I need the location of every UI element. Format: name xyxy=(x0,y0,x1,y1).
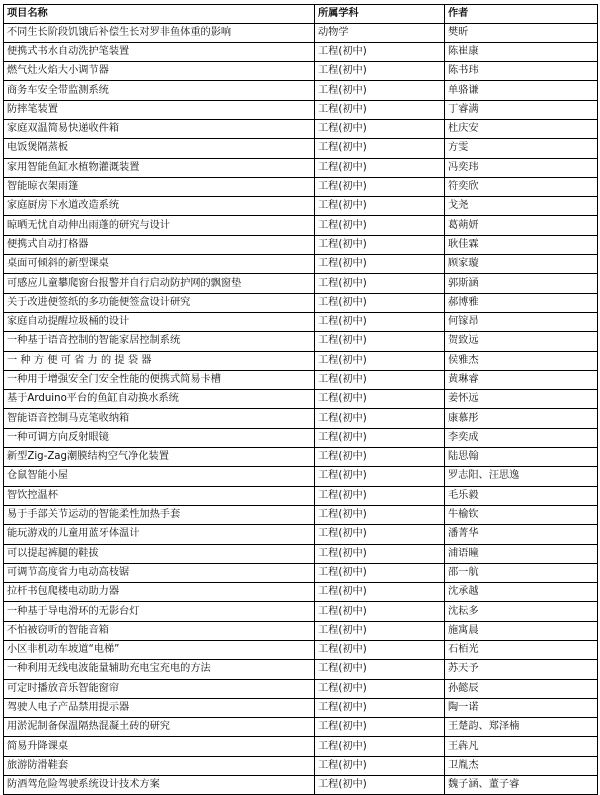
project-name-cell: 拉杆书包爬楼电动助力器 xyxy=(4,583,315,602)
discipline-cell: 工程(初中) xyxy=(315,737,445,756)
project-name-cell: 可以提起裤腿的鞋拔 xyxy=(4,544,315,563)
table-row xyxy=(4,641,598,660)
table-row xyxy=(4,525,598,544)
author-cell: 黄琳睿 xyxy=(445,370,598,389)
discipline-cell: 工程(初中) xyxy=(315,312,445,331)
table-row xyxy=(4,602,598,621)
project-name-cell: 防酒驾危险驾驶系统设计技术方案 xyxy=(4,776,315,795)
author-cell: 方雯 xyxy=(445,139,598,158)
author-cell: 李奕成 xyxy=(445,428,598,447)
project-name-cell: 驾驶人电子产品禁用提示器 xyxy=(4,698,315,717)
project-name-cell: 一种基于导电滑环的无影台灯 xyxy=(4,602,315,621)
project-name-cell: 不同生长阶段饥饿后补偿生长对罗非鱼体重的影响 xyxy=(4,23,315,42)
author-cell: 符奕欣 xyxy=(445,177,598,196)
project-name-cell: 电饭煲隔蒸板 xyxy=(4,139,315,158)
discipline-cell: 工程(初中) xyxy=(315,448,445,467)
table-row xyxy=(4,776,598,795)
discipline-cell: 工程(初中) xyxy=(315,197,445,216)
header-discipline: 所属学科 xyxy=(315,5,445,24)
author-cell: 耿佳霖 xyxy=(445,235,598,254)
table-row xyxy=(4,255,598,274)
table-row xyxy=(4,390,598,409)
author-cell: 沈承越 xyxy=(445,583,598,602)
author-cell: 浦语瞳 xyxy=(445,544,598,563)
project-name-cell: 智饮控温杯 xyxy=(4,486,315,505)
discipline-cell: 动物学 xyxy=(315,23,445,42)
discipline-cell: 工程(初中) xyxy=(315,563,445,582)
author-cell: 苏天予 xyxy=(445,660,598,679)
author-cell: 陆思翰 xyxy=(445,448,598,467)
discipline-cell: 工程(初中) xyxy=(315,62,445,81)
author-cell: 何镓昂 xyxy=(445,312,598,331)
author-cell: 姜怀远 xyxy=(445,390,598,409)
author-cell: 潘菁华 xyxy=(445,525,598,544)
author-cell: 沈耘多 xyxy=(445,602,598,621)
author-cell: 罗志阳、汪思逸 xyxy=(445,467,598,486)
project-name-cell: 能玩游戏的儿童用蓝牙体温计 xyxy=(4,525,315,544)
author-cell: 陈崔康 xyxy=(445,42,598,61)
discipline-cell: 工程(初中) xyxy=(315,641,445,660)
author-cell: 王楚韵、郑泽楠 xyxy=(445,718,598,737)
project-name-cell: 家庭自动提醒垃圾桶的设计 xyxy=(4,312,315,331)
table-row xyxy=(4,216,598,235)
author-cell: 孙懿辰 xyxy=(445,679,598,698)
table-row xyxy=(4,274,598,293)
discipline-cell: 工程(初中) xyxy=(315,621,445,640)
project-name-cell: 不怕被窃听的智能音箱 xyxy=(4,621,315,640)
project-name-cell: 便携式自动打格器 xyxy=(4,235,315,254)
table-row xyxy=(4,563,598,582)
table-row xyxy=(4,139,598,158)
discipline-cell: 工程(初中) xyxy=(315,602,445,621)
discipline-cell: 工程(初中) xyxy=(315,698,445,717)
author-cell: 樊昕 xyxy=(445,23,598,42)
author-cell: 单骆谦 xyxy=(445,81,598,100)
author-cell: 石栢光 xyxy=(445,641,598,660)
author-cell: 施寓晨 xyxy=(445,621,598,640)
table-row xyxy=(4,293,598,312)
project-name-cell: 便携式书水自动洗护笔装置 xyxy=(4,42,315,61)
author-cell: 陶一诺 xyxy=(445,698,598,717)
project-name-cell: 一 种 方 便 可 省 力 的 提 袋 器 xyxy=(4,351,315,370)
table-row xyxy=(4,467,598,486)
project-name-cell: 商务车安全带监测系统 xyxy=(4,81,315,100)
author-cell: 邵一航 xyxy=(445,563,598,582)
project-name-cell: 一种可调方向反射眼镜 xyxy=(4,428,315,447)
author-cell: 陈书玮 xyxy=(445,62,598,81)
project-name-cell: 易于手部关节运动的智能柔性加热手套 xyxy=(4,505,315,524)
author-cell: 丁睿满 xyxy=(445,100,598,119)
table-row xyxy=(4,62,598,81)
project-name-cell: 基于Arduino平台的鱼缸自动换水系统 xyxy=(4,390,315,409)
table-row xyxy=(4,158,598,177)
project-name-cell: 用淤泥制备保温隔热混凝土砖的研究 xyxy=(4,718,315,737)
discipline-cell: 工程(初中) xyxy=(315,100,445,119)
table-row xyxy=(4,177,598,196)
table-row xyxy=(4,698,598,717)
discipline-cell: 工程(初中) xyxy=(315,158,445,177)
discipline-cell: 工程(初中) xyxy=(315,583,445,602)
author-cell: 王犇凡 xyxy=(445,737,598,756)
table-row xyxy=(4,370,598,389)
table-row xyxy=(4,351,598,370)
discipline-cell: 工程(初中) xyxy=(315,293,445,312)
project-name-cell: 小区非机动车坡道“电梯” xyxy=(4,641,315,660)
table-row xyxy=(4,486,598,505)
project-name-cell: 关于改进便签纸的多功能便签盒设计研究 xyxy=(4,293,315,312)
discipline-cell: 工程(初中) xyxy=(315,718,445,737)
project-name-cell: 可定时播放音乐智能窗帘 xyxy=(4,679,315,698)
table-row xyxy=(4,505,598,524)
author-cell: 戈尧 xyxy=(445,197,598,216)
project-name-cell: 晾晒无忧自动伸出雨蓬的研究与设计 xyxy=(4,216,315,235)
table-row xyxy=(4,23,598,42)
discipline-cell: 工程(初中) xyxy=(315,486,445,505)
discipline-cell: 工程(初中) xyxy=(315,42,445,61)
table-row xyxy=(4,679,598,698)
discipline-cell: 工程(初中) xyxy=(315,139,445,158)
project-name-cell: 防摔笔装置 xyxy=(4,100,315,119)
discipline-cell: 工程(初中) xyxy=(315,505,445,524)
table-row xyxy=(4,428,598,447)
discipline-cell: 工程(初中) xyxy=(315,119,445,138)
project-name-cell: 可感应儿童攀爬窗台报警并自行启动防护网的飘窗垫 xyxy=(4,274,315,293)
table-row xyxy=(4,312,598,331)
table-row xyxy=(4,100,598,119)
discipline-cell: 工程(初中) xyxy=(315,274,445,293)
table-row xyxy=(4,737,598,756)
discipline-cell: 工程(初中) xyxy=(315,351,445,370)
author-cell: 葛蒴妍 xyxy=(445,216,598,235)
project-name-cell: 简易升降课桌 xyxy=(4,737,315,756)
discipline-cell: 工程(初中) xyxy=(315,255,445,274)
table-row xyxy=(4,81,598,100)
project-name-cell: 燃气灶火焰大小调节器 xyxy=(4,62,315,81)
table-row xyxy=(4,235,598,254)
discipline-cell: 工程(初中) xyxy=(315,756,445,775)
author-cell: 郭斯涵 xyxy=(445,274,598,293)
project-name-cell: 家庭双温简易快递收件箱 xyxy=(4,119,315,138)
discipline-cell: 工程(初中) xyxy=(315,390,445,409)
header-row xyxy=(4,5,598,24)
table-row xyxy=(4,718,598,737)
project-name-cell: 家用智能鱼缸水植物灌溉装置 xyxy=(4,158,315,177)
header-author: 作者 xyxy=(445,5,598,24)
table-row xyxy=(4,660,598,679)
discipline-cell: 工程(初中) xyxy=(315,216,445,235)
author-cell: 牛榆钦 xyxy=(445,505,598,524)
project-name-cell: 新型Zig-Zag潮膜结构空气净化装置 xyxy=(4,448,315,467)
table-row xyxy=(4,119,598,138)
table-row xyxy=(4,42,598,61)
header-project-name: 项目名称 xyxy=(4,5,315,24)
discipline-cell: 工程(初中) xyxy=(315,467,445,486)
discipline-cell: 工程(初中) xyxy=(315,660,445,679)
project-name-cell: 智能语音控制马克笔收纳箱 xyxy=(4,409,315,428)
table-row xyxy=(4,409,598,428)
author-cell: 冯奕玮 xyxy=(445,158,598,177)
table-row xyxy=(4,197,598,216)
table-row xyxy=(4,332,598,351)
discipline-cell: 工程(初中) xyxy=(315,370,445,389)
discipline-cell: 工程(初中) xyxy=(315,428,445,447)
project-table xyxy=(3,4,598,795)
author-cell: 卫胤杰 xyxy=(445,756,598,775)
project-name-cell: 一种基于语音控制的智能家居控制系统 xyxy=(4,332,315,351)
author-cell: 郝博雅 xyxy=(445,293,598,312)
discipline-cell: 工程(初中) xyxy=(315,776,445,795)
project-name-cell: 家庭厨房下水道改造系统 xyxy=(4,197,315,216)
discipline-cell: 工程(初中) xyxy=(315,235,445,254)
author-cell: 侯雅杰 xyxy=(445,351,598,370)
table-row xyxy=(4,544,598,563)
discipline-cell: 工程(初中) xyxy=(315,525,445,544)
discipline-cell: 工程(初中) xyxy=(315,332,445,351)
discipline-cell: 工程(初中) xyxy=(315,544,445,563)
author-cell: 贺致远 xyxy=(445,332,598,351)
author-cell: 顾家璇 xyxy=(445,255,598,274)
project-list xyxy=(3,4,597,795)
discipline-cell: 工程(初中) xyxy=(315,679,445,698)
author-cell: 毛乐毅 xyxy=(445,486,598,505)
author-cell: 康慕彤 xyxy=(445,409,598,428)
author-cell: 杜庆安 xyxy=(445,119,598,138)
project-name-cell: 一种利用无线电波能量辅助充电宝充电的方法 xyxy=(4,660,315,679)
project-name-cell: 仓鼠智能小屋 xyxy=(4,467,315,486)
project-name-cell: 桌面可倾斜的新型课桌 xyxy=(4,255,315,274)
discipline-cell: 工程(初中) xyxy=(315,409,445,428)
author-cell: 魏子涵、董子睿 xyxy=(445,776,598,795)
table-row xyxy=(4,448,598,467)
table-row xyxy=(4,621,598,640)
discipline-cell: 工程(初中) xyxy=(315,81,445,100)
discipline-cell: 工程(初中) xyxy=(315,177,445,196)
project-name-cell: 一种用于增强安全门安全性能的便携式简易卡槽 xyxy=(4,370,315,389)
table-row xyxy=(4,583,598,602)
project-name-cell: 旅游防滑鞋套 xyxy=(4,756,315,775)
project-name-cell: 可调节高度省力电动高枝锯 xyxy=(4,563,315,582)
project-name-cell: 智能晾衣架雨篷 xyxy=(4,177,315,196)
